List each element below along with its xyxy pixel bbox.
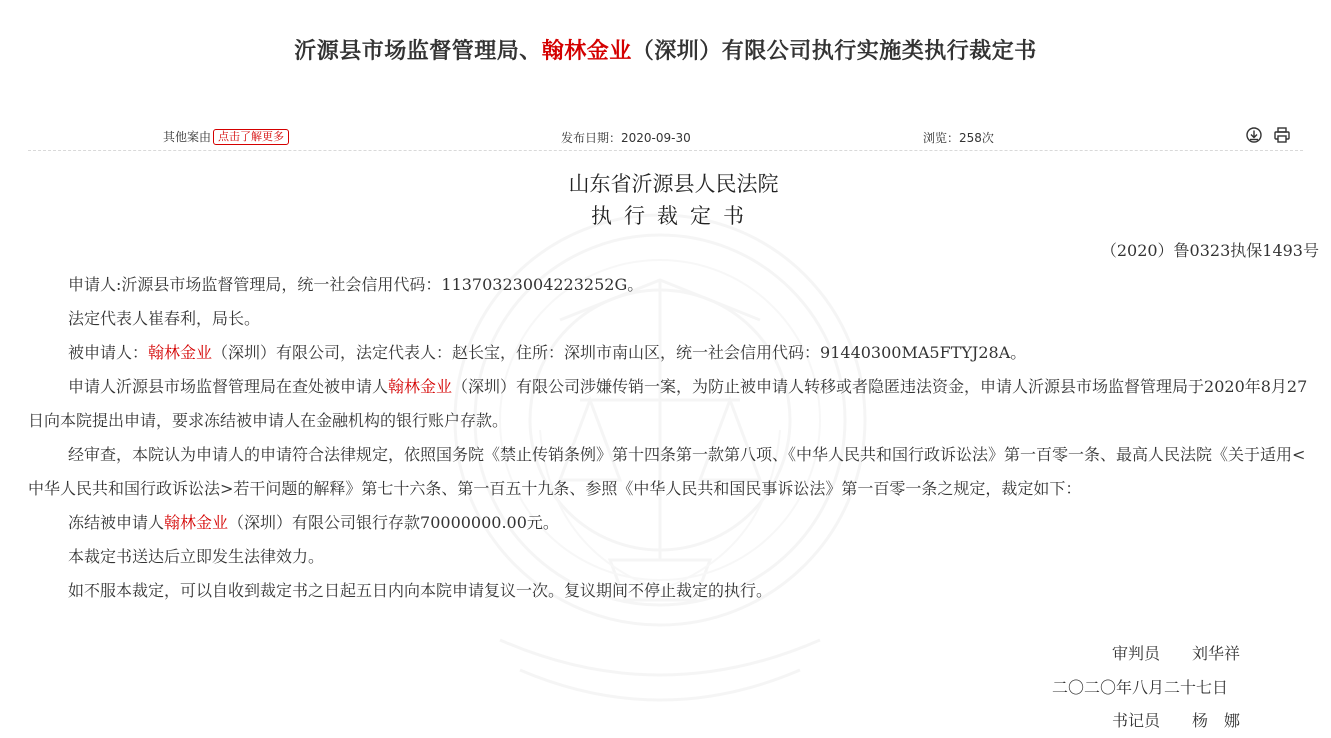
ruling bbox=[28, 506, 1319, 540]
view-count: 浏览：258次 bbox=[923, 131, 994, 145]
document-body bbox=[28, 168, 1319, 608]
legal-representative: 法定代表人崔春利，局长。 bbox=[68, 309, 261, 328]
ruling-date: 二〇二〇年八月二十七日 bbox=[1052, 678, 1229, 697]
toolbar-icons bbox=[1245, 126, 1291, 144]
background-company-highlight: 翰林金业 bbox=[388, 377, 453, 396]
respondent-suffix: （深圳）有限公司，法定代表人：赵长宝，住所：深圳市南山区，统一社会信用代码：91440300MA5FTYJ28A。 bbox=[212, 343, 1027, 362]
other-cases bbox=[163, 128, 289, 145]
effect-clause: 本裁定书送达后立即发生法律效力。 bbox=[68, 547, 325, 566]
download-icon[interactable] bbox=[1245, 126, 1263, 144]
judge-signature: 审判员 刘华祥 bbox=[1112, 644, 1241, 663]
ruling-suffix: （深圳）有限公司银行存款70000000.00元。 bbox=[228, 513, 559, 532]
case-number: （2020）鲁0323执保1493号 bbox=[1100, 241, 1319, 260]
page-title bbox=[0, 32, 1331, 72]
publish-date: 发布日期：2020-09-30 bbox=[561, 131, 691, 145]
background-prefix: 申请人沂源县市场监督管理局在查处被申请人 bbox=[68, 377, 389, 396]
clerk-signature: 书记员 杨 娜 bbox=[1112, 711, 1241, 730]
meta-bar bbox=[28, 124, 1303, 151]
other-cases-label: 其他案由 bbox=[163, 130, 212, 144]
court-name: 山东省沂源县人民法院 bbox=[568, 172, 779, 196]
title-company-highlight: 翰林金业 bbox=[541, 39, 632, 64]
case-background bbox=[28, 370, 1319, 438]
respondent-prefix: 被申请人： bbox=[68, 343, 149, 362]
legal-basis: 经审查，本院认为申请人的申请符合法律规定，依照国务院《禁止传销条例》第十四条第一款第八项、《中华人民共和国行政诉讼法》第一百零一条、最高人民法院《关于适用<中华人民共和国行政诉讼法>若干问题的解释》第七十六条、第一百五十九条、参照《中华人民共和国民事诉讼法》第一百零一条之规定，裁定如下： bbox=[28, 445, 1306, 498]
ruling-company-highlight: 翰林金业 bbox=[164, 513, 229, 532]
title-prefix: 沂源县市场监督管理局、 bbox=[294, 39, 542, 64]
ruling-prefix: 冻结被申请人 bbox=[68, 513, 165, 532]
learn-more-button[interactable]: 点击了解更多 bbox=[213, 129, 289, 145]
document-type: 执行裁定书 bbox=[591, 204, 756, 228]
print-icon[interactable] bbox=[1273, 126, 1291, 144]
respondent-info bbox=[28, 336, 1319, 370]
appeal-clause: 如不服本裁定，可以自收到裁定书之日起五日内向本院申请复议一次。复议期间不停止裁定的执行。 bbox=[68, 581, 773, 600]
title-suffix: （深圳）有限公司执行实施类执行裁定书 bbox=[631, 39, 1037, 64]
respondent-company-highlight: 翰林金业 bbox=[148, 343, 213, 362]
applicant-info: 申请人:沂源县市场监督管理局，统一社会信用代码：11370323004223252G。 bbox=[68, 275, 644, 294]
background-suffix: （深圳）有限公司涉嫌传销一案，为防止被申请人转移或者隐匿违法资金，申请人沂源县市场监督管理局于2020年8月27日向本院提出申请，要求冻结被申请人在金融机构的银行账户存款。 bbox=[28, 377, 1308, 430]
